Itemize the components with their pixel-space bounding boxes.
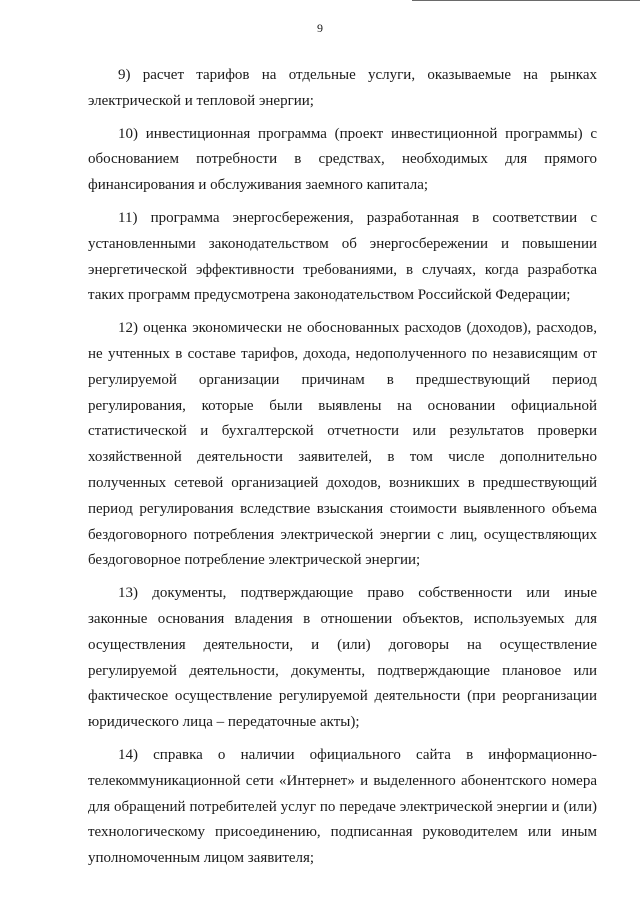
paragraph-item-12: 12) оценка экономически не обоснованных расходов (доходов), расходов, не учтенных в составе тарифов, дохода, недополученного по независящим от регулируемой организации причинам в предшествующий период регулирования, которые были выявлены на основании официальной статистической и бухгалтерской отчетности или результатов проверки хозяйственной деятельности заявителей, в том числе дополнительно полученных сетевой организацией доходов, возникших в предшествующий период регулирования вследствие взыскания стоимости выявленного объема бездоговорного потребления электрической энергии с лиц, осуществляющих бездоговорное потребление электрической энергии; (88, 320, 597, 569)
paragraph-item-9: 9) расчет тарифов на отдельные услуги, оказываемые на рынках электрической и тепловой энергии; (88, 67, 597, 109)
paragraph-item-13: 13) документы, подтверждающие право собственности или иные законные основания владения в отношении объектов, используемых для осуществления деятельности, и (или) договоры на осуществление регулируемой деятельности, документы, подтверждающие плановое или фактическое осуществление регулируемой деятельности (при реорганизации юридического лица – передаточные акты); (88, 585, 597, 731)
page-number: 9 (317, 21, 323, 35)
paragraph-item-10: 10) инвестиционная программа (проект инвестиционной программы) с обоснованием потребности в средствах, необходимых для прямого финансирования и обслуживания заемного капитала; (88, 125, 597, 194)
paragraph-item-14: 14) справка о наличии официального сайта в информационно-телекоммуникационной сети «Интернет» и выделенного абонентского номера для обращений потребителей услуг по передаче электрической энергии и (или) технологическому присоединению, подписанная руководителем или иным уполномоченным лицом заявителя; (88, 746, 597, 867)
document-body (88, 63, 597, 879)
scan-edge-line (412, 0, 640, 1)
paragraph-item-11: 11) программа энергосбережения, разработанная в соответствии с установленными законодательством об энергосбережении и повышении энергетической эффективности требованиями, в случаях, когда разработка таких программ предусмотрена законодательством Российской Федерации; (88, 209, 597, 304)
